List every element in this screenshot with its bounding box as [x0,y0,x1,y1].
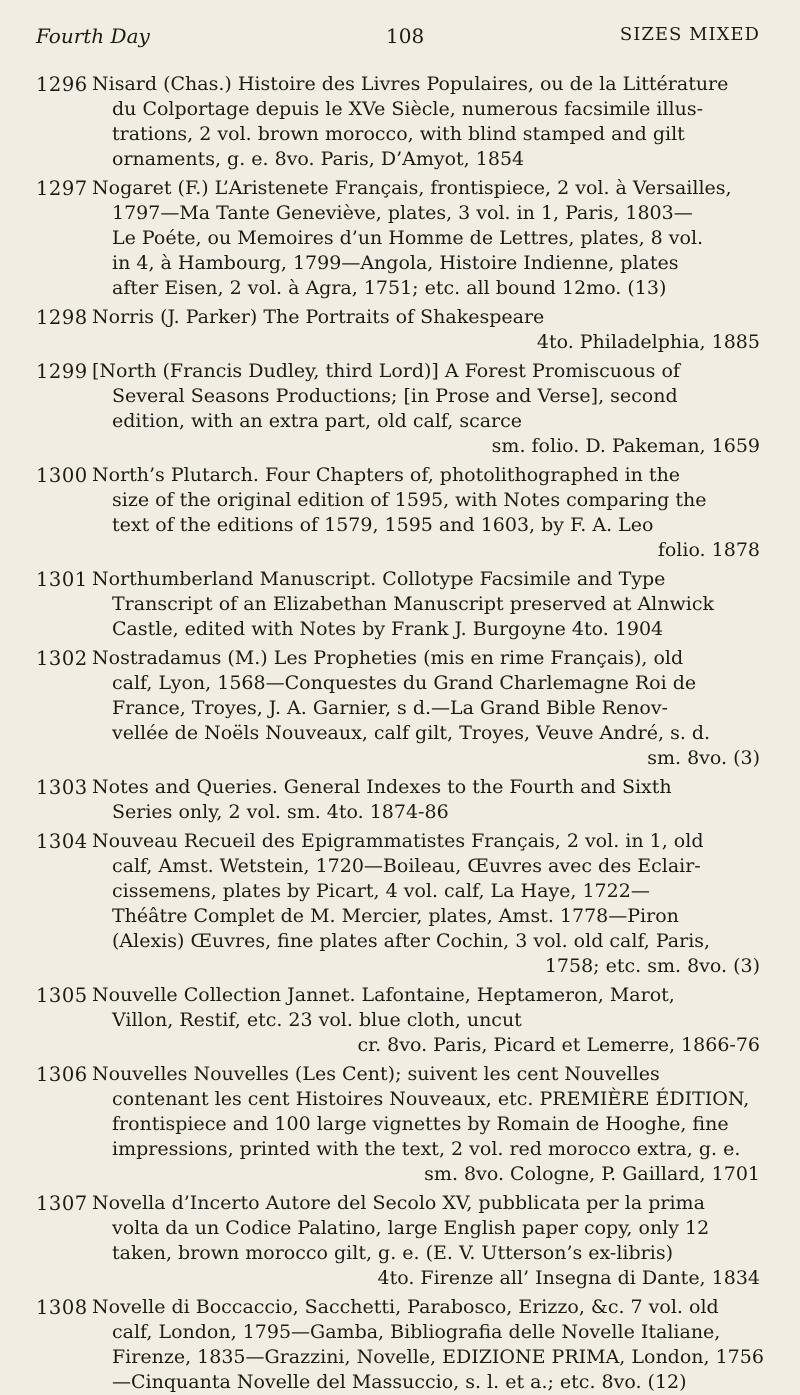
lot-description [92,567,760,642]
description-line: Several Seasons Productions; [in Prose and Verse], second [112,385,678,407]
description-line: calf, London, 1795—Gamba, Bibliografia delle Novelle Italiane, [112,1321,721,1343]
lot-description [92,829,760,979]
lot-description [92,1062,760,1187]
description-line: contenant les cent Histoires Nouveaux, etc. PREMIÈRE ÉDITION, [112,1088,750,1110]
description-line: trations, 2 vol. brown morocco, with blind stamped and gilt [112,123,685,145]
description-line: size of the original edition of 1595, with Notes comparing the [112,489,707,511]
description-line: folio. 1878 [657,539,760,561]
description-line: Transcript of an Elizabethan Manuscript preserved at Alnwick [112,593,714,615]
lot-entry [36,359,760,459]
lot-number: 1297 [36,177,88,200]
lot-description [92,463,760,563]
description-line: after Eisen, 2 vol. à Agra, 1751; etc. all bound 12mo. (13) [112,277,667,299]
description-line: taken, brown morocco gilt, g. e. (E. V. Utterson’s ex-libris) [112,1242,673,1264]
description-line: impressions, printed with the text, 2 vol. red morocco extra, g. e. [112,1138,741,1160]
description-line: Nostradamus (M.) Les Propheties (mis en rime Français), old [92,647,684,669]
description-line: Nouvelle Collection Jannet. Lafontaine, Heptameron, Marot, [92,984,675,1006]
lot-description [92,646,760,771]
description-line: sm. 8vo. (3) [647,747,760,769]
description-line: ornaments, g. e. 8vo. Paris, D’Amyot, 1854 [112,148,525,170]
description-line: 1758; etc. sm. 8vo. (3) [544,955,760,977]
description-line: in 4, à Hambourg, 1799—Angola, Histoire Indienne, plates [112,252,679,274]
lot-number: 1307 [36,1192,88,1215]
lot-number: 1304 [36,830,88,853]
description-line: calf, Lyon, 1568—Conquestes du Grand Charlemagne Roi de [112,672,697,694]
description-line: Nogaret (F.) L’Aristenete Français, frontispiece, 2 vol. à Versailles, [92,177,732,199]
lot-description [92,359,760,459]
lot-entry [36,829,760,979]
description-line: 4to. Philadelphia, 1885 [536,331,760,353]
lot-description [92,983,760,1058]
lot-entry [36,1295,764,1395]
description-line: [North (Francis Dudley, third Lord)] A Forest Promiscuous of [92,360,680,382]
lot-entry [36,567,760,642]
lot-entry [36,775,760,825]
header-day: Fourth Day [36,24,150,48]
lot-description [92,176,760,301]
lot-number: 1299 [36,360,88,383]
lot-description [92,1295,764,1395]
lot-description [92,72,760,172]
description-line: sm. 8vo. Cologne, P. Gaillard, 1701 [424,1163,760,1185]
description-line: vellée de Noëls Nouveaux, calf gilt, Troyes, Veuve André, s. d. [112,722,711,744]
lot-number: 1298 [36,306,88,329]
description-line: Novelle di Boccaccio, Sacchetti, Parabosco, Erizzo, &c. 7 vol. old [92,1296,719,1318]
description-line: edition, with an extra part, old calf, scarce [112,410,523,432]
description-line: Nouveau Recueil des Epigrammatistes Français, 2 vol. in 1, old [92,830,704,852]
description-line: Northumberland Manuscript. Collotype Facsimile and Type [92,568,666,590]
lot-entry [36,176,760,301]
description-line: Firenze, 1835—Grazzini, Novelle, EDIZIONE PRIMA, London, 1756 [112,1346,764,1368]
lot-number: 1296 [36,73,88,96]
description-line: Villon, Restif, etc. 23 vol. blue cloth, uncut [112,1009,522,1031]
lot-entry [36,1062,760,1187]
lot-number: 1305 [36,984,88,1007]
description-line: Castle, edited with Notes by Frank J. Burgoyne 4to. 1904 [112,618,664,640]
lot-description [92,1191,760,1291]
description-line: France, Troyes, J. A. Garnier, s d.—La Grand Bible Renov- [112,697,668,719]
description-line: Series only, 2 vol. sm. 4to. 1874-86 [112,801,449,823]
description-line: Le Poéte, ou Memoires d’un Homme de Lettres, plates, 8 vol. [112,227,704,249]
description-line: North’s Plutarch. Four Chapters of, photolithographed in the [92,464,681,486]
description-line: sm. folio. D. Pakeman, 1659 [491,435,760,457]
description-line: (Alexis) Œuvres, fine plates after Cochin, 3 vol. old calf, Paris, [112,930,711,952]
lot-number: 1301 [36,568,88,591]
lot-entry [36,646,760,771]
lot-number: 1303 [36,776,88,799]
description-line: Novella d’Incerto Autore del Secolo XV, pubblicata per la prima [92,1192,705,1214]
description-line: 4to. Firenze all’ Insegna di Dante, 1834 [377,1267,760,1289]
header-section: SIZES MIXED [619,24,760,45]
description-line: cr. 8vo. Paris, Picard et Lemerre, 1866-76 [357,1034,760,1056]
description-line: cissemens, plates by Picart, 4 vol. calf, La Haye, 1722— [112,880,650,902]
description-line: calf, Amst. Wetstein, 1720—Boileau, Œuvres avec des Eclair- [112,855,701,877]
description-line: Nouvelles Nouvelles (Les Cent); suivent les cent Nouvelles [92,1063,660,1085]
description-line: Norris (J. Parker) The Portraits of Shakespeare [92,306,545,328]
description-line: Nisard (Chas.) Histoire des Livres Populaires, ou de la Littérature [92,73,729,95]
description-line: Notes and Queries. General Indexes to the Fourth and Sixth [92,776,672,798]
lot-number: 1306 [36,1063,88,1086]
lot-entry [36,305,760,355]
description-line: 1797—Ma Tante Geneviève, plates, 3 vol. in 1, Paris, 1803— [112,202,693,224]
description-line: text of the editions of 1579, 1595 and 1603, by F. A. Leo [112,514,654,536]
description-line: —Cinquanta Novelle del Massuccio, s. l. et a.; etc. 8vo. (12) [112,1371,687,1393]
lot-entry [36,983,760,1058]
description-line: volta da un Codice Palatino, large English paper copy, only 12 [112,1217,710,1239]
description-line: Théâtre Complet de M. Mercier, plates, Amst. 1778—Piron [112,905,679,927]
page-number: 108 [386,24,425,48]
lot-number: 1302 [36,647,88,670]
description-line: du Colportage depuis le XVe Siècle, numerous facsimile illus- [112,98,703,120]
lot-number: 1308 [36,1296,88,1319]
description-line: frontispiece and 100 large vignettes by Romain de Hooghe, fine [112,1113,729,1135]
lot-entry [36,1191,760,1291]
lot-entry [36,72,760,172]
lot-list [36,72,764,1395]
page-header [36,22,760,66]
lot-description [92,305,760,355]
lot-entry [36,463,760,563]
lot-description [92,775,760,825]
lot-number: 1300 [36,464,88,487]
